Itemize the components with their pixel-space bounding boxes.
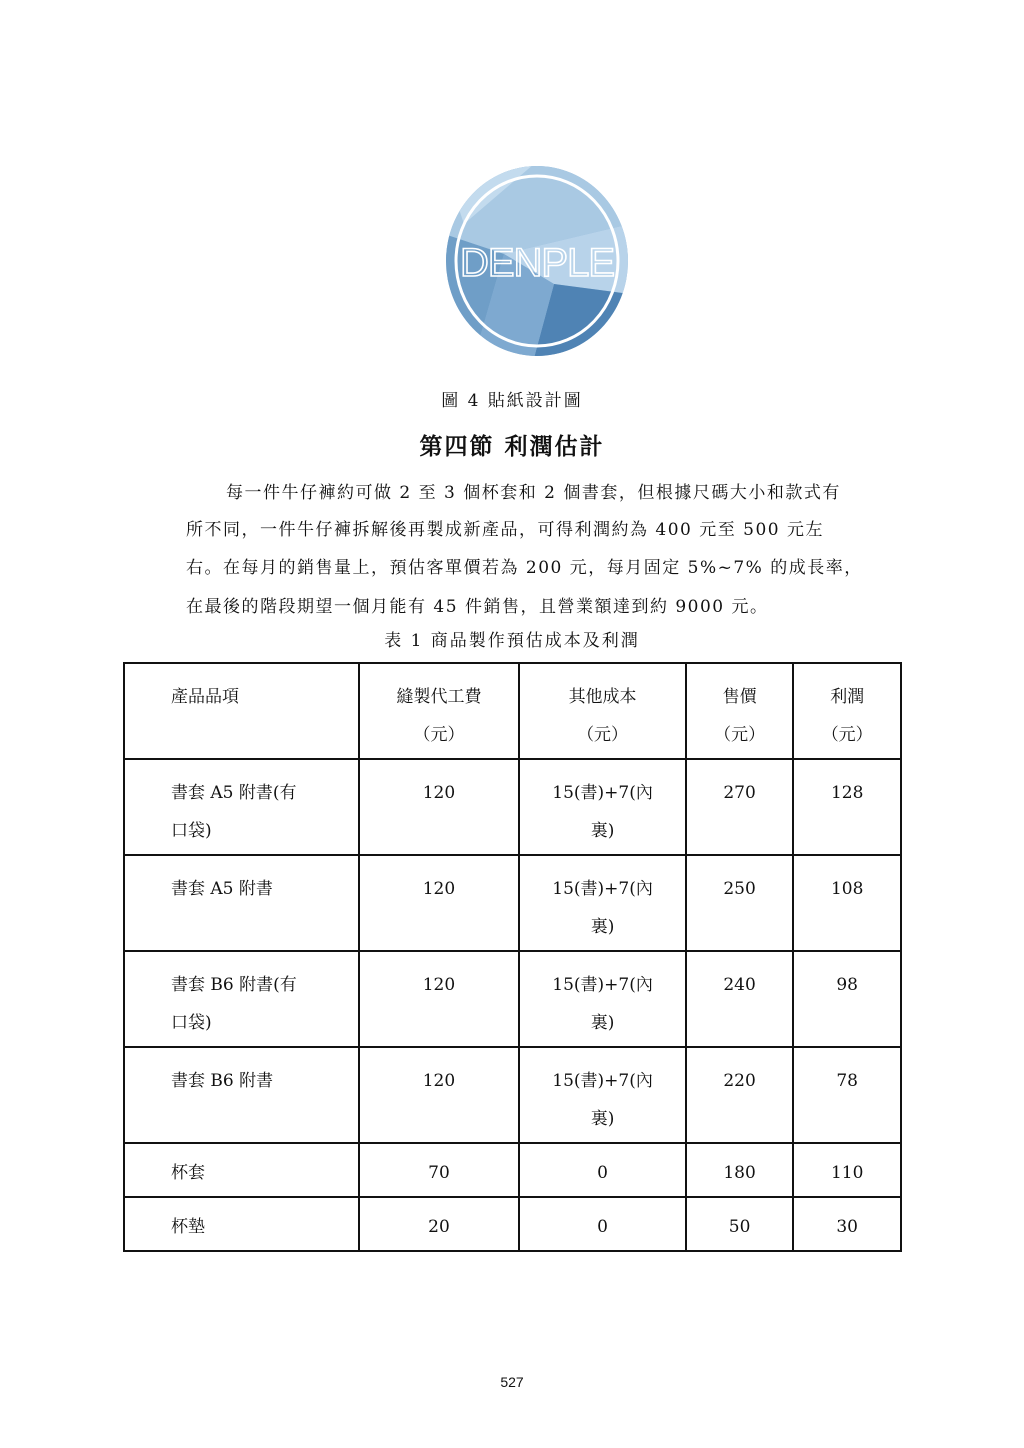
cell-item: 杯墊 — [124, 1197, 359, 1251]
table-caption: 表 1 商品製作預估成本及利潤 — [384, 631, 640, 651]
paragraph-line-3: 右。在每月的銷售量上，預估客單價若為 200 元，每月固定 5%~7% 的成長率， — [186, 558, 863, 578]
page-number: 527 — [500, 1374, 524, 1390]
cell-price: 250 — [686, 855, 794, 951]
cell-price: 180 — [686, 1143, 794, 1197]
cell-labor: 120 — [359, 855, 520, 951]
cost-profit-table — [123, 662, 902, 1252]
cell-labor: 120 — [359, 759, 520, 855]
cell-price: 240 — [686, 951, 794, 1047]
section-heading: 第四節 利潤估計 — [419, 433, 605, 460]
table-row — [124, 855, 901, 951]
paragraph-line-2: 所不同，一件牛仔褲拆解後再製成新產品，可得利潤約為 400 元至 500 元左 — [186, 520, 825, 540]
cell-labor: 120 — [359, 1047, 520, 1143]
cell-item: 書套 A5 附書 — [124, 855, 359, 951]
logo-text: DENPLE — [459, 241, 615, 285]
cell-other-cost: 15(書)+7(內 裏) — [519, 759, 685, 855]
cell-other-cost: 15(書)+7(內 裏) — [519, 951, 685, 1047]
cell-profit: 110 — [793, 1143, 901, 1197]
table-row — [124, 759, 901, 855]
cell-other-cost: 15(書)+7(內 裏) — [519, 855, 685, 951]
header-other-cost: 其他成本 （元） — [519, 663, 685, 759]
cell-item: 書套 B6 附書(有 口袋) — [124, 951, 359, 1047]
table-row — [124, 1143, 901, 1197]
cell-profit: 98 — [793, 951, 901, 1047]
cell-item: 書套 A5 附書(有 口袋) — [124, 759, 359, 855]
cell-profit: 30 — [793, 1197, 901, 1251]
denple-logo — [444, 164, 630, 358]
cell-item: 杯套 — [124, 1143, 359, 1197]
cell-profit: 78 — [793, 1047, 901, 1143]
cell-labor: 20 — [359, 1197, 520, 1251]
cell-item: 書套 B6 附書 — [124, 1047, 359, 1143]
cell-profit: 108 — [793, 855, 901, 951]
table-header-row — [124, 663, 901, 759]
header-item: 產品品項 — [124, 663, 359, 759]
paragraph-line-4: 在最後的階段期望一個月能有 45 件銷售，且營業額達到約 9000 元。 — [186, 597, 769, 617]
table-row — [124, 951, 901, 1047]
cell-other-cost: 15(書)+7(內 裏) — [519, 1047, 685, 1143]
paragraph-line-1: 每一件牛仔褲約可做 2 至 3 個杯套和 2 個書套，但根據尺碼大小和款式有 — [226, 483, 841, 503]
cell-other-cost: 0 — [519, 1197, 685, 1251]
table-row — [124, 1047, 901, 1143]
header-profit: 利潤 （元） — [793, 663, 901, 759]
figure-caption: 圖 4 貼紙設計圖 — [441, 391, 583, 411]
cell-labor: 120 — [359, 951, 520, 1047]
cell-profit: 128 — [793, 759, 901, 855]
table-row — [124, 1197, 901, 1251]
cell-labor: 70 — [359, 1143, 520, 1197]
header-price: 售價 （元） — [686, 663, 794, 759]
cell-price: 220 — [686, 1047, 794, 1143]
cell-price: 50 — [686, 1197, 794, 1251]
cell-price: 270 — [686, 759, 794, 855]
header-labor: 縫製代工費 （元） — [359, 663, 520, 759]
cell-other-cost: 0 — [519, 1143, 685, 1197]
